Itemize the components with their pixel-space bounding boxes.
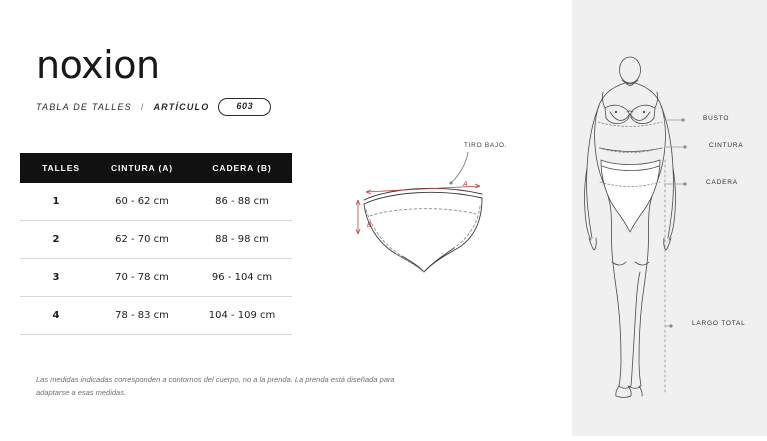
cell-cintura: 62 - 70 cm bbox=[92, 221, 192, 259]
column-header-cadera: CADERA (B) bbox=[192, 153, 292, 183]
subtitle-row bbox=[36, 98, 466, 116]
table-row bbox=[20, 259, 292, 297]
figure-label-largo-total: LARGO TOTAL bbox=[692, 320, 746, 327]
figure-label-cintura: CINTURA bbox=[709, 142, 744, 149]
cell-talle: 1 bbox=[20, 183, 92, 221]
cell-cintura: 70 - 78 cm bbox=[92, 259, 192, 297]
cell-talle: 4 bbox=[20, 297, 92, 335]
size-table bbox=[20, 153, 292, 335]
brand-name: noxion bbox=[36, 43, 160, 87]
figure-panel bbox=[572, 0, 767, 436]
column-header-cintura: CINTURA (A) bbox=[92, 153, 192, 183]
body-figure-illustration bbox=[572, 0, 767, 436]
dimension-label-a: A bbox=[463, 181, 468, 188]
brand-header bbox=[36, 43, 466, 116]
cell-talle: 3 bbox=[20, 259, 92, 297]
cell-cintura: 60 - 62 cm bbox=[92, 183, 192, 221]
size-table-body bbox=[20, 183, 292, 335]
garment-illustration bbox=[340, 130, 560, 320]
cell-cadera: 96 - 104 cm bbox=[192, 259, 292, 297]
footnote-text: Las medidas indicadas corresponden a contornos del cuerpo, no a la prenda. La prenda está diseñada para adaptarse a esas medidas. bbox=[36, 375, 395, 397]
column-header-talles: TALLES bbox=[20, 153, 92, 183]
figure-label-cadera: CADERA bbox=[706, 179, 738, 186]
cell-cadera: 88 - 98 cm bbox=[192, 221, 292, 259]
cell-talle: 2 bbox=[20, 221, 92, 259]
figure-label-busto: BUSTO bbox=[703, 115, 730, 122]
article-number-badge: 603 bbox=[218, 98, 271, 116]
size-table-head bbox=[20, 153, 292, 183]
table-row bbox=[20, 183, 292, 221]
table-header-row bbox=[20, 153, 292, 183]
separator: / bbox=[140, 102, 145, 112]
panty-drawing bbox=[340, 130, 560, 320]
article-label: ARTÍCULO bbox=[153, 102, 210, 112]
cell-cadera: 104 - 109 cm bbox=[192, 297, 292, 335]
size-chart-label: TABLA DE TALLES bbox=[36, 102, 132, 112]
cell-cadera: 86 - 88 cm bbox=[192, 183, 292, 221]
table-row bbox=[20, 297, 292, 335]
table-row bbox=[20, 221, 292, 259]
tiro-bajo-label: TIRO BAJO. bbox=[464, 142, 508, 149]
cell-cintura: 78 - 83 cm bbox=[92, 297, 192, 335]
dimension-label-b: B bbox=[367, 222, 372, 229]
